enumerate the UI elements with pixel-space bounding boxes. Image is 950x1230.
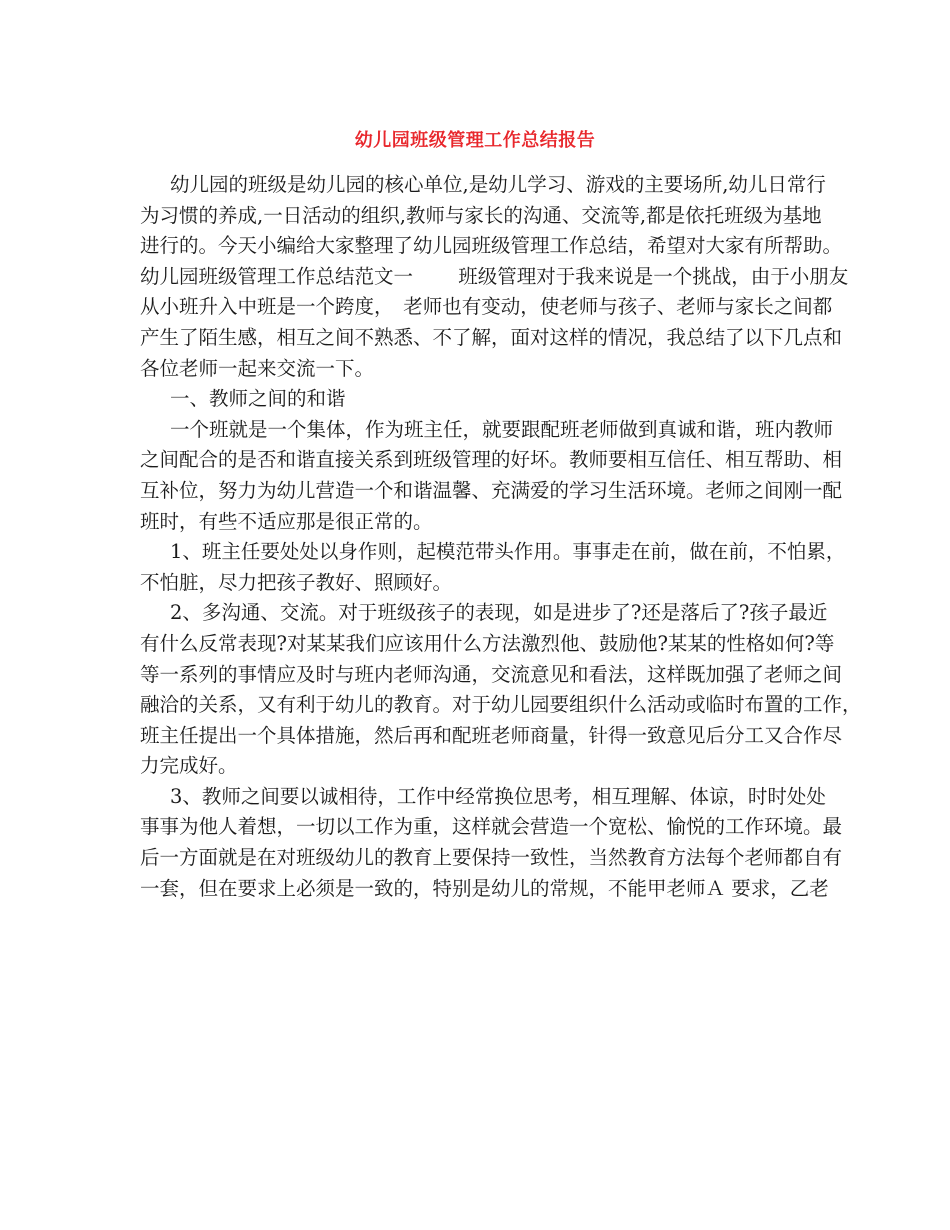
body-line: 班主任提出一个具体措施，然后再和配班老师商量，针得一致意见后分工又合作尽: [140, 723, 843, 747]
body-line: 力完成好。: [140, 754, 238, 778]
document-body: [140, 170, 862, 904]
body-line: 融洽的关系，又有利于幼儿的教育。对于幼儿园要组织什么活动或临时布置的工作，: [140, 693, 862, 717]
body-line: 之间配合的是否和谐直接关系到班级管理的好坏。教师要相互信任、相互帮助、相: [140, 448, 843, 472]
body-line: 等一系列的事情应及时与班内老师沟通，交流意见和看法，这样既加强了老师之间: [140, 662, 843, 686]
body-line: 一、教师之间的和谐: [170, 387, 346, 411]
body-line: 有什么反常表现?对某某我们应该用什么方法激烈他、鼓励他?某某的性格如何?等: [140, 631, 835, 655]
body-line: 事事为他人着想，一切以工作为重，这样就会营造一个宽松、愉悦的工作环境。最: [140, 815, 843, 839]
document-title: 幼儿园班级管理工作总结报告: [354, 130, 596, 151]
body-line: 各位老师一起来交流一下。: [140, 356, 375, 380]
body-line: 班时，有些不适应那是很正常的。: [140, 509, 433, 533]
body-line: 产生了陌生感，相互之间不熟悉、不了解，面对这样的情况，我总结了以下几点和: [140, 325, 843, 349]
body-line: 幼儿园的班级是幼儿园的核心单位,是幼儿学习、游戏的主要场所,幼儿日常行: [170, 173, 826, 196]
body-line: 互补位，努力为幼儿营造一个和谐温馨、充满爱的学习生活环境。老师之间刚一配: [140, 478, 843, 502]
body-line: 1、班主任要处处以身作则，起模范带头作用。事事走在前，做在前，不怕累，: [170, 540, 846, 564]
body-line: 一套，但在要求上必须是一致的，特别是幼儿的常规，不能甲老师Ａ 要求，乙老: [140, 876, 829, 900]
body-line: 为习惯的养成,一日活动的组织,教师与家长的沟通、交流等,都是依托班级为基地: [140, 203, 822, 227]
body-line: 3、教师之间要以诚相待，工作中经常换位思考，相互理解、体谅，时时处处: [170, 784, 826, 808]
body-line: 幼儿园班级管理工作总结范文一 班级管理对于我来说是一个挑战，由于小朋友: [140, 264, 849, 288]
body-line: 2、多沟通、交流。对于班级孩子的表现，如是进步了?还是落后了?孩子最近: [170, 601, 828, 625]
body-line: 进行的。今天小编给大家整理了幼儿园班级管理工作总结，希望对大家有所帮助。: [140, 234, 843, 258]
body-line: 从小班升入中班是一个跨度， 老师也有变动，使老师与孩子、老师与家长之间都: [140, 295, 833, 319]
body-line: 不怕脏，尽力把孩子教好、照顾好。: [140, 570, 453, 594]
body-line: 一个班就是一个集体，作为班主任，就要跟配班老师做到真诚和谐，班内教师: [170, 417, 834, 441]
body-line: 后一方面就是在对班级幼儿的教育上要保持一致性，当然教育方法每个老师都自有: [140, 846, 843, 870]
